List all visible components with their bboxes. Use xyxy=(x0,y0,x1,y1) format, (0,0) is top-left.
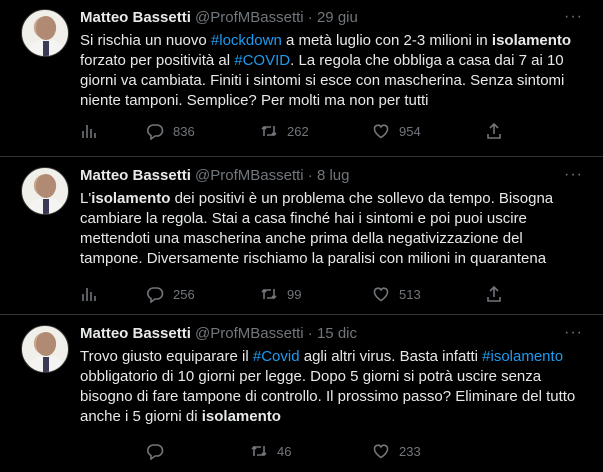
hashtag-link[interactable]: #lockdown xyxy=(210,32,282,49)
like-button[interactable] xyxy=(372,121,421,141)
tweet-text-segment: a metà luglio con 2-3 milioni in xyxy=(281,32,492,49)
retweet-icon xyxy=(260,122,278,140)
tweet-actions xyxy=(80,441,520,461)
tweet-text-segment: dei positivi è un problema che sollevo da tempo. Bisogna cambiare la regola. Stai a casa finché hai i sintomi e poi puoi uscire mettendoti una mascherina anche prima della negativizzazione del tampone. Diversamente rischiamo la paralisi con milioni in quarantena xyxy=(80,190,554,267)
like-button[interactable] xyxy=(372,441,421,461)
author-handle[interactable]: @ProfMBassetti xyxy=(195,325,304,342)
tweet-text-segment: Trovo giusto equiparare il xyxy=(80,348,253,365)
tweet[interactable] xyxy=(0,316,603,472)
highlighted-keyword: isolamento xyxy=(201,408,281,425)
more-options-icon[interactable]: ··· xyxy=(564,324,583,341)
share-button[interactable] xyxy=(485,284,503,304)
author-handle[interactable]: @ProfMBassetti xyxy=(195,9,304,26)
retweet-icon xyxy=(250,442,268,460)
avatar[interactable] xyxy=(21,167,69,215)
tweet-actions xyxy=(80,284,520,304)
tweet-date[interactable]: 29 giu xyxy=(316,9,358,26)
tweet-header xyxy=(80,167,350,184)
author-name[interactable]: Matteo Bassetti xyxy=(80,167,191,184)
retweet-button[interactable] xyxy=(260,121,309,141)
tweet-text xyxy=(80,189,585,269)
reply-icon xyxy=(146,285,164,303)
more-options-icon[interactable]: ··· xyxy=(564,8,583,25)
share-button[interactable] xyxy=(485,121,503,141)
share-icon xyxy=(485,122,503,140)
tweet-text-segment: . La regola che obbliga a casa dai 7 ai 10 giorni va cambiata. Finiti i sintomi si esce con mascherina. Senza sintomi niente tamponi. Semplice? Per molti ma non per tutti xyxy=(80,52,565,109)
separator: · xyxy=(307,9,313,26)
tweet[interactable] xyxy=(0,158,603,315)
avatar[interactable] xyxy=(21,325,69,373)
hashtag-link[interactable]: #Covid xyxy=(252,348,300,365)
analytics-icon xyxy=(80,122,98,140)
reply-count: 836 xyxy=(173,123,195,139)
author-handle[interactable]: @ProfMBassetti xyxy=(195,167,304,184)
share-icon xyxy=(485,285,503,303)
reply-button[interactable] xyxy=(146,441,173,461)
reply-icon xyxy=(146,122,164,140)
tweet-text-segment: obbligatorio di 10 giorni per legge. Dopo 5 giorni si potrà uscire senza bisogno di fare tampone di controllo. Il prossimo passo? Eliminare del tutto anche i 5 giorni di xyxy=(80,368,576,425)
more-options-icon[interactable]: ··· xyxy=(564,166,583,183)
analytics-icon xyxy=(80,285,98,303)
analytics-button[interactable] xyxy=(80,121,98,141)
tweet-date[interactable]: 8 lug xyxy=(316,167,350,184)
tweet-header xyxy=(80,325,357,342)
tweet-text-segment: agli altri virus. Basta infatti xyxy=(299,348,483,365)
author-name[interactable]: Matteo Bassetti xyxy=(80,325,191,342)
tweet[interactable] xyxy=(0,0,603,157)
author-name[interactable]: Matteo Bassetti xyxy=(80,9,191,26)
heart-icon xyxy=(372,122,390,140)
heart-icon xyxy=(372,285,390,303)
tweet-text xyxy=(80,31,585,111)
retweet-count: 46 xyxy=(277,443,292,459)
retweet-button[interactable] xyxy=(250,441,291,461)
like-button[interactable] xyxy=(372,284,421,304)
retweet-count: 262 xyxy=(287,123,309,139)
tweet-header xyxy=(80,9,358,26)
tweet-text-segment: Si rischia un nuovo xyxy=(80,32,211,49)
like-count: 233 xyxy=(399,443,421,459)
like-count: 954 xyxy=(399,123,421,139)
highlighted-keyword: isolamento xyxy=(491,32,572,49)
analytics-button[interactable] xyxy=(80,284,98,304)
reply-button[interactable] xyxy=(146,284,195,304)
tweet-text-segment: L' xyxy=(80,190,92,207)
separator: · xyxy=(307,325,313,342)
tweet-text xyxy=(80,347,585,427)
separator: · xyxy=(307,167,313,184)
highlighted-keyword: isolamento xyxy=(91,190,171,207)
retweet-icon xyxy=(260,285,278,303)
retweet-button[interactable] xyxy=(260,284,301,304)
reply-icon xyxy=(146,442,164,460)
hashtag-link[interactable]: #isolamento xyxy=(482,348,564,365)
tweet-date[interactable]: 15 dic xyxy=(316,325,357,342)
avatar[interactable] xyxy=(21,9,69,57)
heart-icon xyxy=(372,442,390,460)
retweet-count: 99 xyxy=(287,286,302,302)
like-count: 513 xyxy=(399,286,421,302)
reply-button[interactable] xyxy=(146,121,195,141)
reply-count: 256 xyxy=(173,286,195,302)
tweet-text-segment: forzato per positività al xyxy=(80,52,235,69)
tweet-actions xyxy=(80,121,520,141)
hashtag-link[interactable]: #COVID xyxy=(234,52,291,69)
